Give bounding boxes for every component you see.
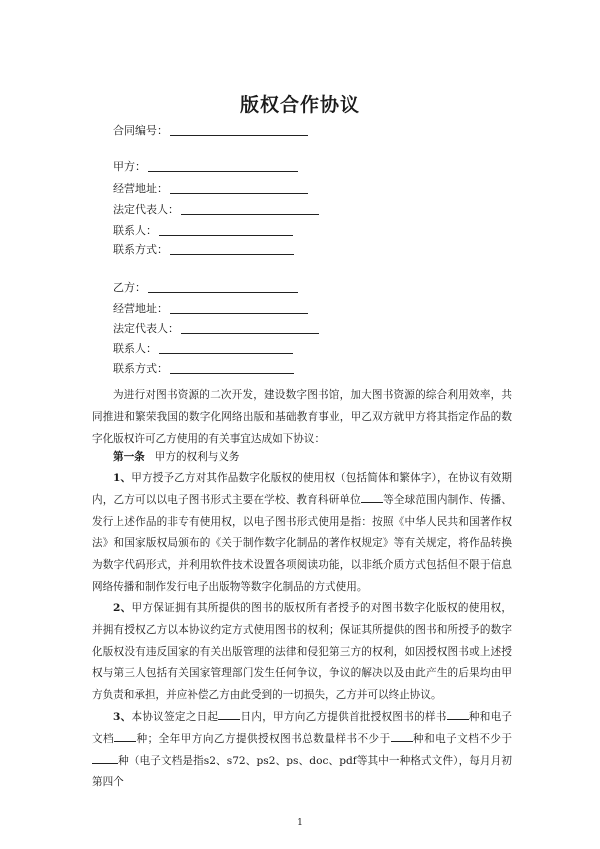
party-b-name-field [113,279,298,295]
clause-1-text-b: 等全球范围内制作、传播、发行上述作品的非专有使用权，以电子图书形式使用是指：按照《中华人民共和国著作权法》和国家版权局颁布的《关于制作数字化制品的著作权规定》等有关规定，将作品转换为数字代码形式，并利用软件技术设置各项阅读功能，以非纸介质方式包括但不限于信息网络传播和制作发行电子出版物等数字化制品的方式使用。 [92,493,513,593]
party-b-legal-rep-field [113,320,319,336]
document-title: 版权合作协议 [239,94,360,116]
clause-3-text-e: 种和电子文档不少于 [412,732,513,745]
article-1-heading [113,450,240,464]
clause-2-paragraph [92,598,512,707]
clause-3-text-b: 日内，甲方向乙方提供首批授权图书的样书 [240,711,447,723]
clause-3-paragraph [92,707,512,794]
party-a-name-field [113,158,298,174]
clause-1-blank [361,492,383,503]
clause-3-text-c: 种和电子文档 [92,711,513,745]
clause-3-blank-3 [114,731,136,742]
party-b-address-field [113,300,308,316]
clause-3-text-a: 本协议签定之日起 [131,711,219,723]
clause-3-blank-1 [218,709,240,720]
party-b-address-label: 经营地址： [113,302,168,315]
party-b-legal-rep-blank [181,332,319,334]
party-b-name-blank [148,291,298,293]
party-b-contact-method-label: 联系方式： [113,362,168,375]
party-a-contact-method-field [113,241,294,257]
party-a-contact-blank [159,234,293,236]
party-a-address-blank [170,192,308,194]
party-a-address-field [113,180,308,196]
clause-3-text-f: 种（电子文档是指s2、s72、ps2、ps、doc、pdf等其中一种格式文件），每月月初第四个 [92,754,512,789]
clause-2-number: 2、 [113,602,132,614]
party-a-contact-field [113,222,293,238]
party-b-legal-rep-label: 法定代表人： [113,322,179,335]
party-b-contact-field [113,340,293,356]
clause-3-text-d: 种；全年甲方向乙方提供授权图书总数量样书不少于 [136,732,391,745]
article-1-title: 甲方的权利与义务 [154,451,240,463]
contract-number-label: 合同编号： [113,124,168,137]
party-a-legal-rep-field [113,201,319,217]
intro-paragraph: 为进行对图书资源的二次开发，建设数字图书馆，加大图书资源的综合利用效率，共同推进和繁荣我国的数字化网络出版和基础教育事业，甲乙双方就甲方将其指定作品的数字化版权许可乙方使用的有关事宜达成如下协议： [92,389,512,445]
clause-1-paragraph [92,468,512,599]
party-a-name-blank [148,170,298,172]
party-a-contact-method-blank [170,253,294,255]
party-b-contact-method-field [113,360,294,376]
article-1-number: 第一条 [113,451,145,463]
party-a-contact-method-label: 联系方式： [113,243,168,256]
page-number: 1 [297,818,303,828]
clause-1-text-a: 甲方授予乙方对其作品数字化版权的使用权（包括简体和繁体字），在协议有效期内，乙方可以以电子图书形式主要在学校、教育科研单位 [92,472,512,506]
clause-3-blank-4 [391,731,413,742]
party-b-contact-label: 联系人： [113,342,157,355]
party-b-address-blank [170,312,308,314]
party-b-contact-method-blank [170,372,294,374]
party-a-contact-label: 联系人： [113,224,157,237]
party-a-name-label: 甲方： [113,160,146,173]
contract-number-field [113,122,308,138]
clause-3-blank-2 [447,709,469,720]
party-a-legal-rep-blank [181,213,319,215]
party-b-contact-blank [159,352,293,354]
clause-1-number: 1、 [113,472,132,484]
party-b-name-label: 乙方： [113,281,146,294]
clause-3-number: 3、 [113,711,132,723]
party-a-legal-rep-label: 法定代表人： [113,203,179,216]
party-a-address-label: 经营地址： [113,182,168,195]
contract-number-blank [170,134,308,136]
clause-2-text: 甲方保证拥有其所提供的图书的版权所有者授予的对图书数字化版权的使用权，并拥有授权乙方以本协议约定方式使用图书的权利；保证其所提供的图书和所授予的数字化版权没有违反国家的有关出版管理的法律和侵犯第三方的权利，如因授权图书或上述授权与第三人包括有关国家管理部门发生任何争议，争议的解决以及由此产生的后果均由甲方负责和承担，并应补偿乙方由此受到的一切损失，乙方并可以终止协议。 [92,602,513,702]
clause-3-blank-5 [92,753,118,764]
